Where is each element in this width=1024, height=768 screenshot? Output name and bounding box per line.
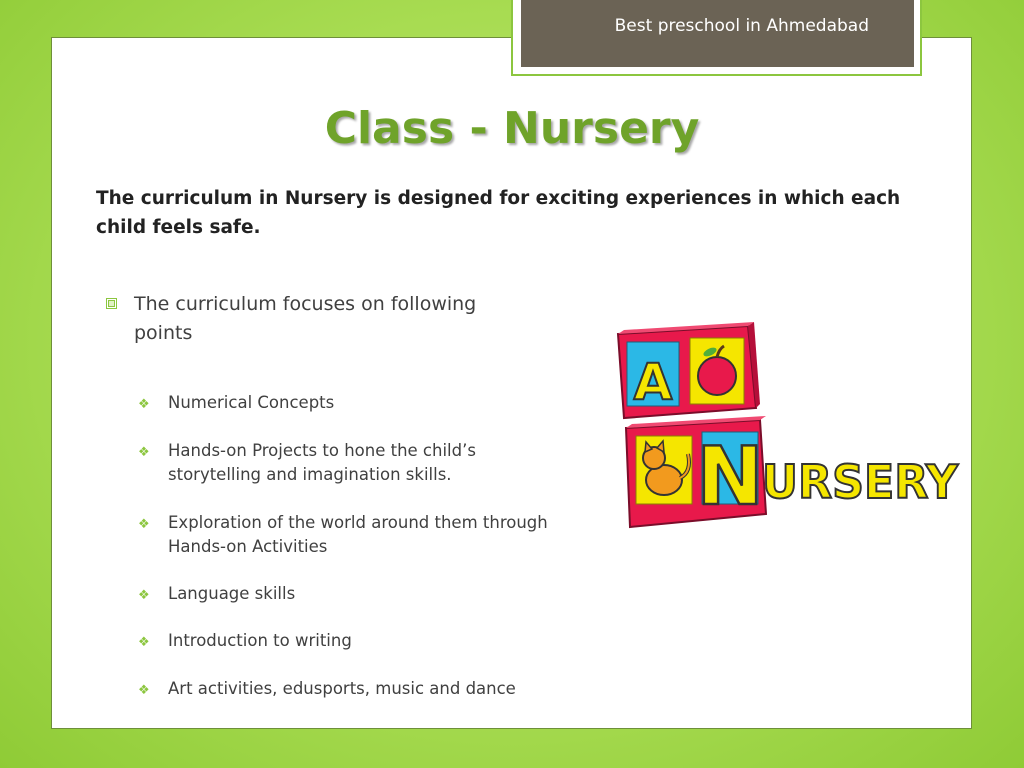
main-bullet-text: The curriculum focuses on following points: [134, 293, 477, 344]
block-a: [618, 322, 760, 418]
list-item-text: Language skills: [168, 584, 296, 603]
block-n: [626, 416, 766, 527]
diamond-bullet-icon: ❖: [138, 635, 150, 650]
slide-title: Class - Nursery: [324, 103, 700, 154]
list-item: [138, 439, 578, 487]
list-item: [138, 677, 578, 701]
logo-word: URSERY: [762, 455, 959, 509]
main-bullet: [106, 290, 536, 348]
intro-text: The curriculum in Nursery is designed for exciting experiences in which each child feels safe.: [96, 188, 901, 238]
list-item: [138, 511, 578, 559]
block-a-letter: A: [633, 353, 673, 411]
square-bullet-icon: [106, 298, 117, 309]
block-n-letter: N: [696, 430, 764, 523]
diamond-bullet-icon: ❖: [138, 517, 150, 532]
list-item-text: Exploration of the world around them through Hands-on Activities: [168, 513, 548, 556]
list-item: [138, 629, 578, 653]
list-item-text: Hands-on Projects to hone the child’s storytelling and imagination skills.: [168, 441, 476, 484]
nursery-logo: [610, 322, 966, 532]
diamond-bullet-icon: ❖: [138, 445, 150, 460]
diamond-bullet-icon: ❖: [138, 397, 150, 412]
list-item-text: Introduction to writing: [168, 631, 352, 650]
diamond-bullet-icon: ❖: [138, 683, 150, 698]
list-item-text: Numerical Concepts: [168, 393, 335, 412]
list-item-text: Art activities, edusports, music and dance: [168, 679, 516, 698]
list-item: [138, 582, 578, 606]
list-item: [138, 391, 578, 415]
diamond-bullet-icon: ❖: [138, 588, 150, 603]
header-tab-text: Best preschool in Ahmedabad: [614, 16, 869, 36]
